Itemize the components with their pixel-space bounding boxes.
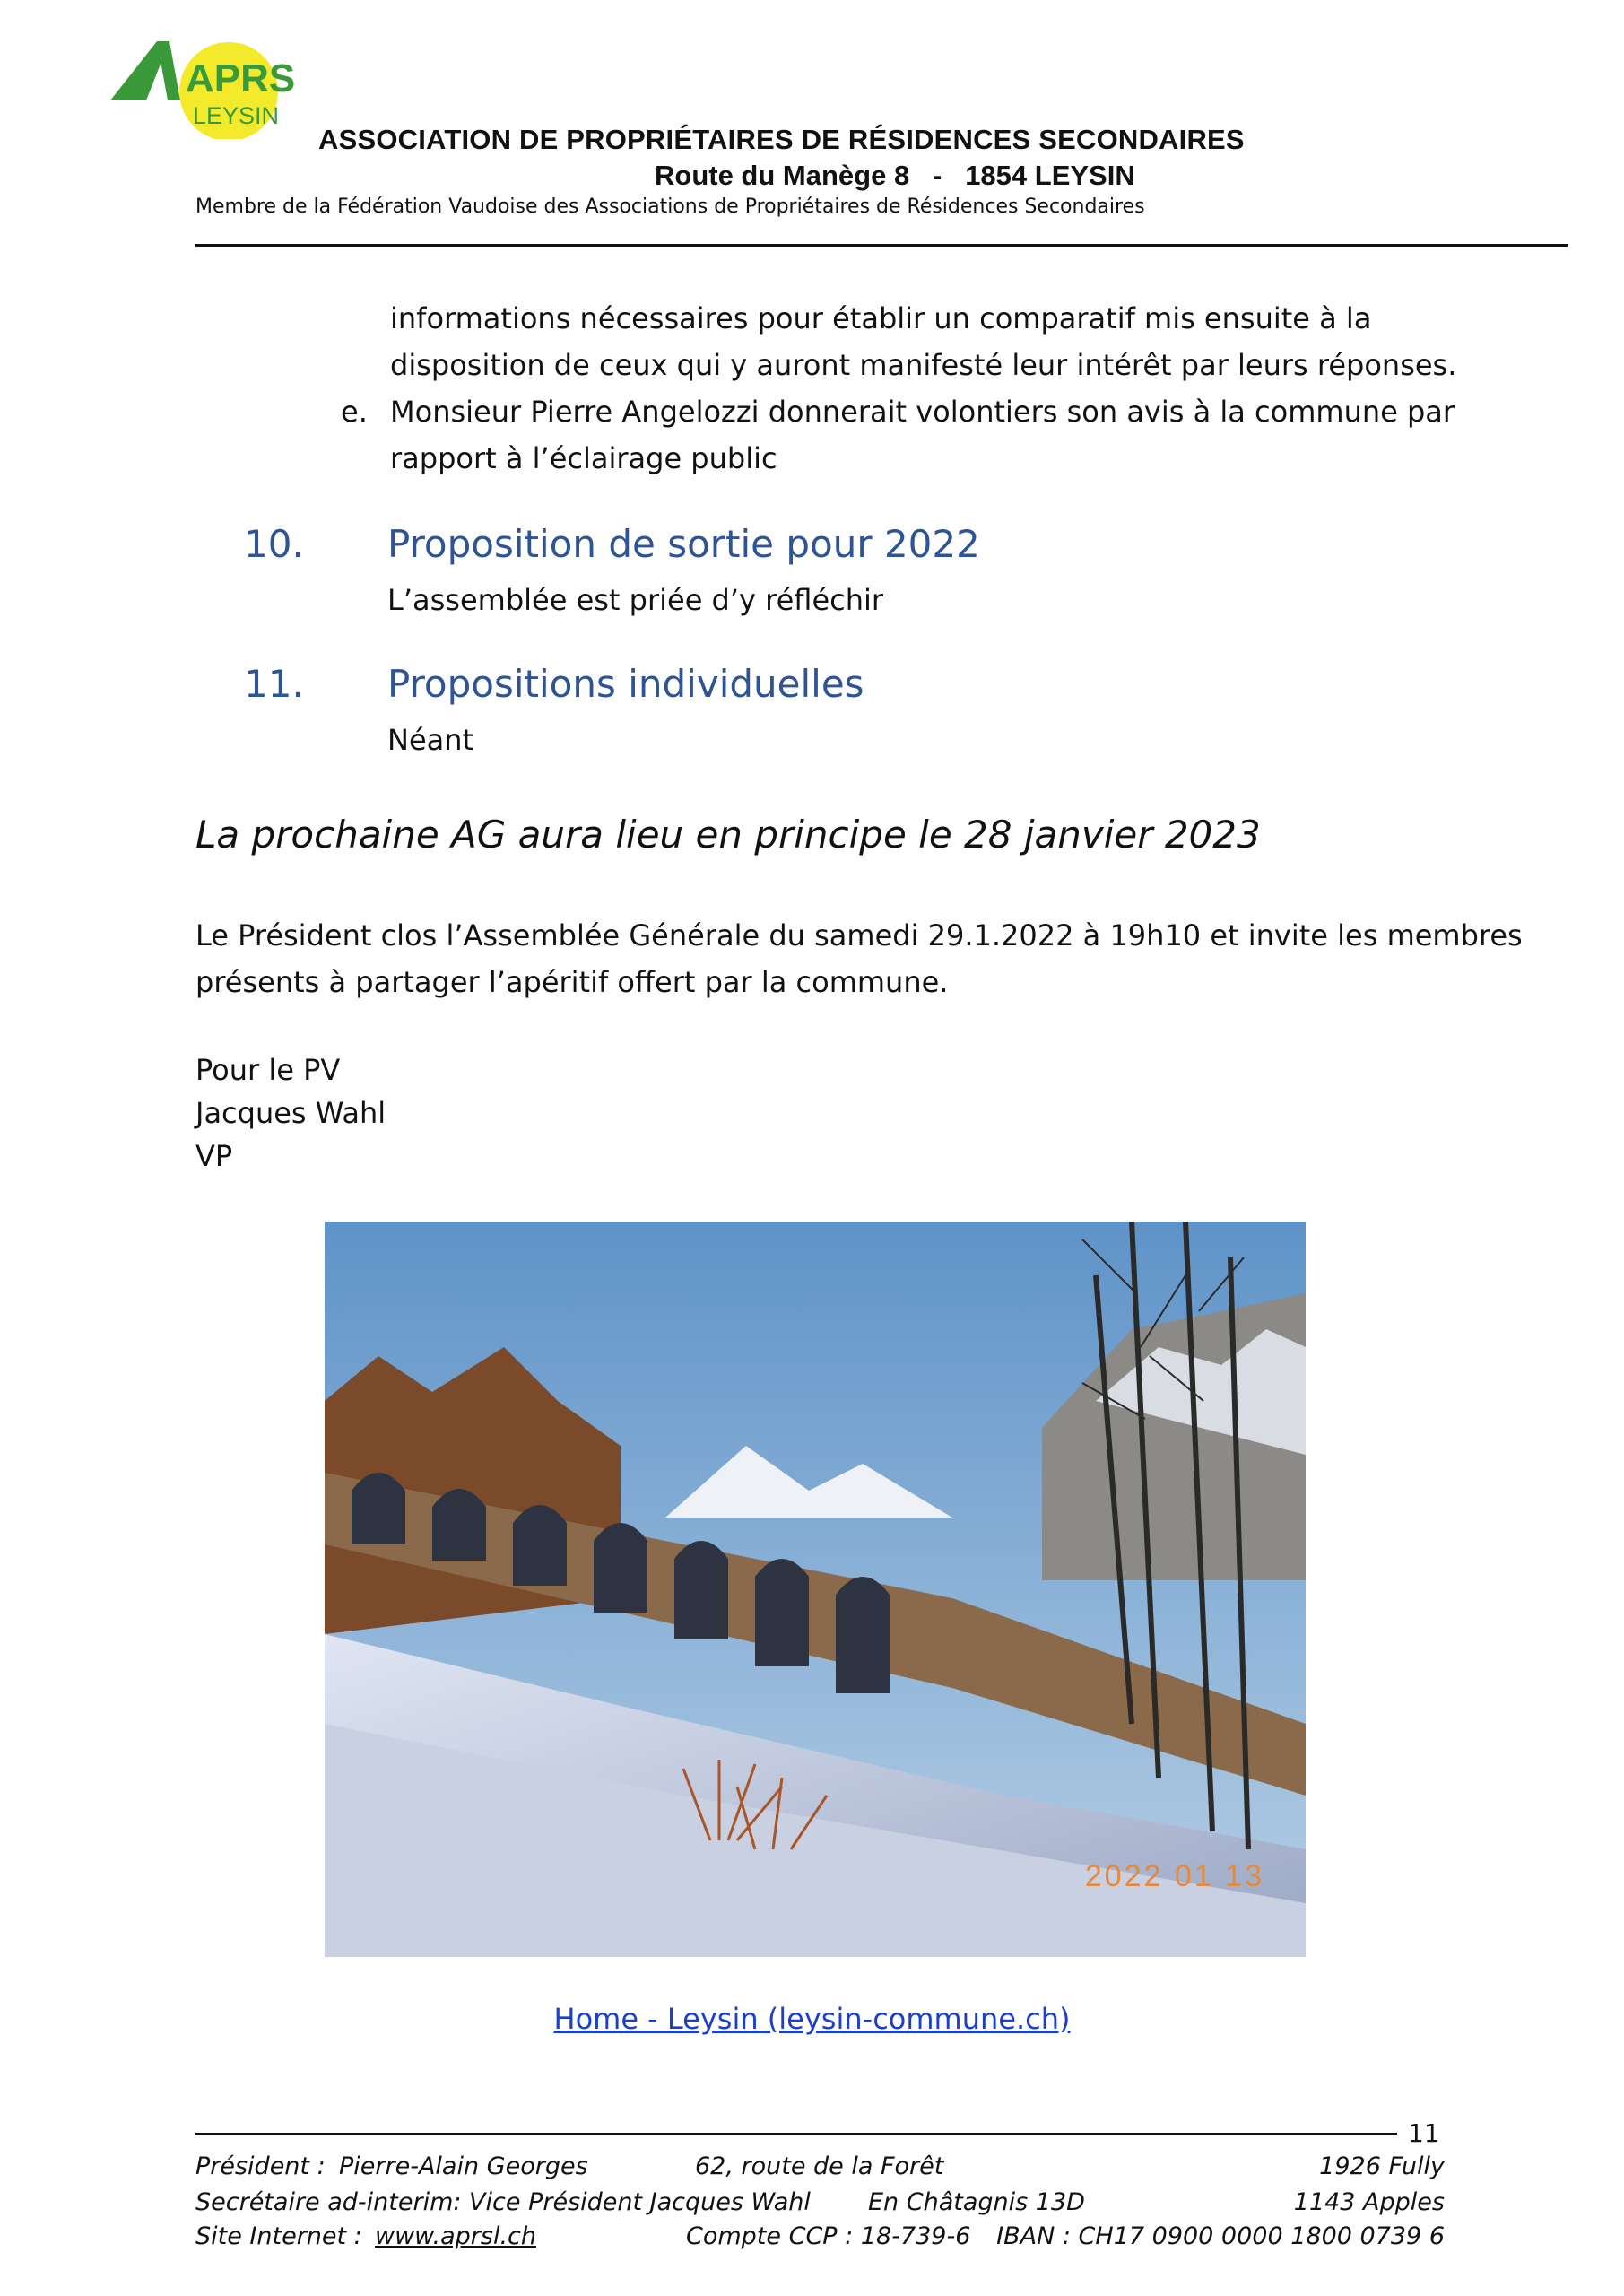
logo-text-main: APRS [186, 57, 296, 100]
leysin-commune-link[interactable]: Home - Leysin (leysin-commune.ch) [553, 2002, 1071, 2036]
federation-line: Membre de la Fédération Vaudoise des Associations de Propriétaires de Résidences Secondaires [195, 196, 1145, 218]
photo-date-stamp: 2022 01 13 [1084, 1859, 1264, 1893]
site-label: Site Internet : [195, 2222, 362, 2250]
section-10-number: 10. [244, 522, 304, 566]
section-11-text: Néant [387, 723, 474, 757]
continuation-line-2: disposition de ceux qui y auront manifesté leur intérêt par leurs réponses. [390, 348, 1457, 382]
continuation-line-1: informations nécessaires pour établir un comparatif mis ensuite à la [390, 301, 1372, 335]
section-10-text: L’assemblée est priée d’y réfléchir [387, 583, 884, 617]
aprs-logo [103, 36, 305, 139]
section-11-number: 11. [244, 662, 304, 706]
signature-line-1: Pour le PV [195, 1053, 341, 1087]
ccp-account: Compte CCP : 18-739-6 [686, 2222, 971, 2250]
president-city: 1926 Fully [1319, 2152, 1445, 2180]
secretary-address: En Châtagnis 13D [868, 2188, 1085, 2216]
logo-text-sub: LEYSIN [193, 102, 280, 129]
item-e-line-1: Monsieur Pierre Angelozzi donnerait volontiers son avis à la commune par [390, 395, 1455, 429]
page-number: 11 [1408, 2118, 1440, 2148]
item-e-line-2: rapport à l’éclairage public [390, 441, 777, 475]
site-url-link[interactable]: www.aprsl.ch [375, 2222, 536, 2250]
header-divider [195, 244, 1568, 247]
president-label: Président : [195, 2152, 326, 2180]
secretary-line: Secrétaire ad-interim: Vice Président Jacques Wahl [195, 2188, 811, 2216]
signature-line-2: Jacques Wahl [195, 1096, 386, 1130]
section-10-title: Proposition de sortie pour 2022 [387, 522, 980, 566]
viaduct-winter-photo [325, 1222, 1306, 1957]
association-address: Route du Manège 8 - 1854 LEYSIN [655, 160, 1135, 191]
closing-line-1: Le Président clos l’Assemblée Générale du samedi 29.1.2022 à 19h10 et invite les membres [195, 918, 1523, 952]
next-ag-announcement: La prochaine AG aura lieu en principe le 28 janvier 2023 [195, 813, 1261, 857]
secretary-city: 1143 Apples [1293, 2188, 1445, 2216]
signature-line-3: VP [195, 1139, 233, 1173]
iban: IBAN : CH17 0900 0000 1800 0739 6 [996, 2222, 1445, 2250]
closing-line-2: présents à partager l’apéritif offert par la commune. [195, 965, 949, 999]
president-name: Pierre-Alain Georges [339, 2152, 588, 2180]
item-e-marker: e. [341, 395, 368, 429]
footer-divider [195, 2133, 1397, 2135]
section-11-title: Propositions individuelles [387, 662, 864, 706]
association-title: ASSOCIATION DE PROPRIÉTAIRES DE RÉSIDENCES SECONDAIRES [318, 124, 1245, 155]
president-address: 62, route de la Forêt [695, 2152, 944, 2180]
